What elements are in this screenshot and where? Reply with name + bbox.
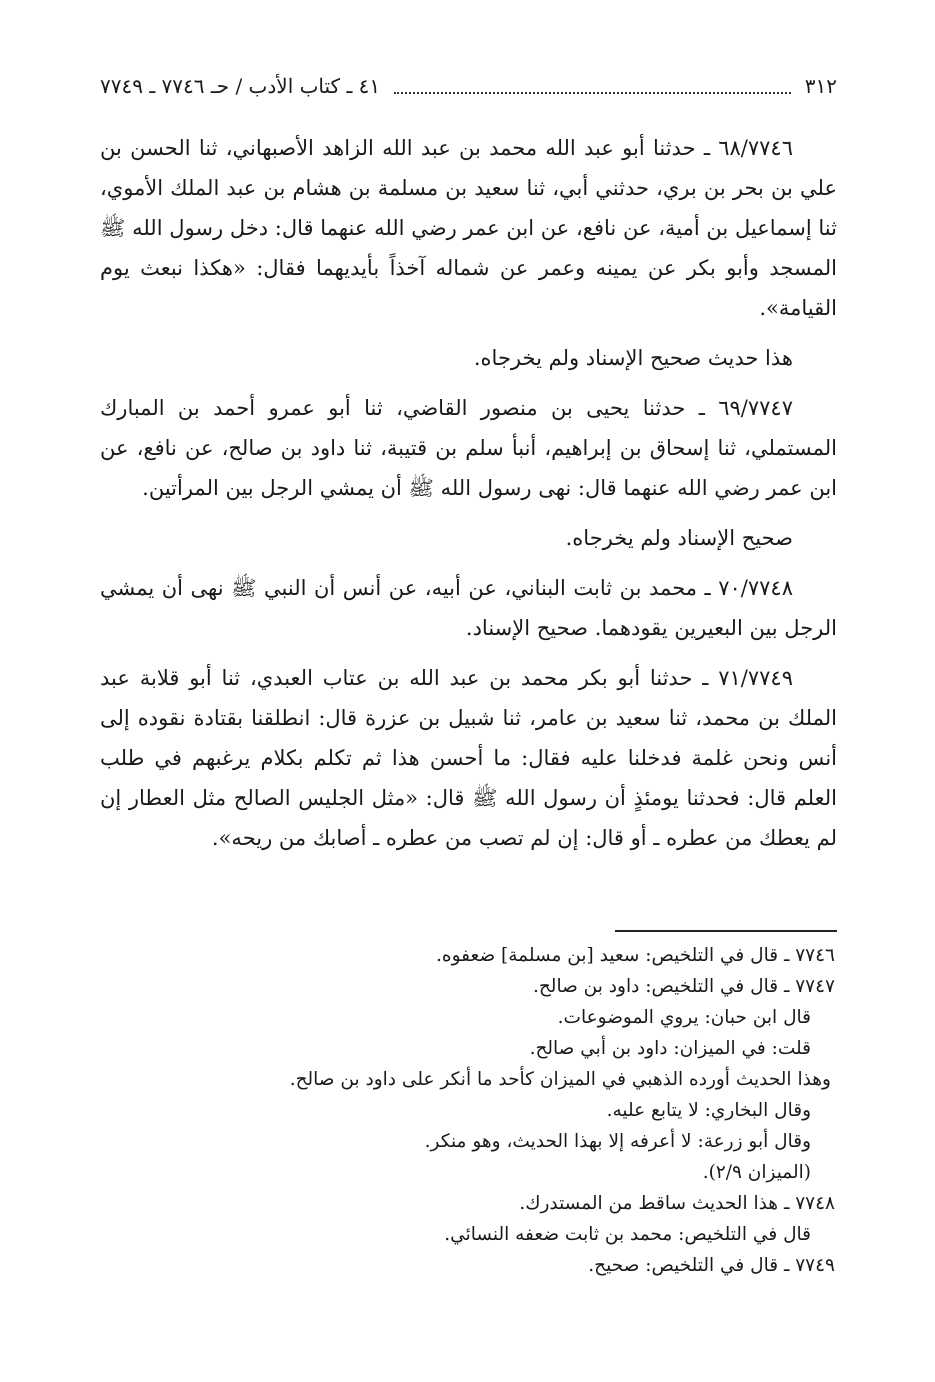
running-header xyxy=(100,72,837,100)
hadith-7747: ٦٩/٧٧٤٧ ـ حدثنا يحيى بن منصور القاضي، ثنا أبو عمرو أحمد بن المبارك المستملي، ثنا إسحاق بن إبراهيم، أنبأ سلم بن قتيبة، ثنا داود بن صالح، عن نافع، عن ابن عمر رضي الله عنهما قال: نهى رسول الله ﷺ أن يمشي الرجل بين المرأتين. xyxy=(100,396,837,500)
hadith-7746: ٦٨/٧٧٤٦ ـ حدثنا أبو عبد الله محمد بن عبد الله الزاهد الأصبهاني، ثنا الحسن بن علي بن بحر بن بري، حدثني أبي، ثنا سعيد بن مسلمة بن هشام بن عبد الملك الأموي، ثنا إسماعيل بن أمية، عن نافع، عن ابن عمر رضي الله عنهما قال: دخل رسول الله ﷺ المسجد وأبو بكر عن يمينه وعمر عن شماله آخذاً بأيديهما فقال: «هكذا نبعث يوم القيامة». xyxy=(100,136,837,320)
footnote-line: وهذا الحديث أورده الذهبي في الميزان كأحد ما أنكر على داود بن صالح. xyxy=(289,1069,831,1090)
footnote-7749: ٧٧٤٩ ـ قال في التلخيص: صحيح. xyxy=(588,1255,835,1276)
footnote-separator xyxy=(615,930,837,932)
hadith-7747-verdict: صحيح الإسناد ولم يخرجاه. xyxy=(565,526,793,550)
page-number: ٣١٢ xyxy=(804,74,837,98)
running-title: ٤١ ـ كتاب الأدب / حـ ٧٧٤٦ ـ ٧٧٤٩ xyxy=(100,74,381,98)
header-dot-leader xyxy=(394,78,791,94)
footnote-line: وقال البخاري: لا يتابع عليه. xyxy=(606,1100,811,1121)
footnote-7748: ٧٧٤٨ ـ هذا الحديث ساقط من المستدرك. xyxy=(519,1193,835,1214)
footnotes xyxy=(100,940,835,1281)
footnote-7746: ٧٧٤٦ ـ قال في التلخيص: سعيد [بن مسلمة] ضعفوه. xyxy=(436,945,835,966)
main-text xyxy=(100,128,837,868)
hadith-7746-verdict: هذا حديث صحيح الإسناد ولم يخرجاه. xyxy=(473,346,793,370)
footnote-line: قال في التلخيص: محمد بن ثابت ضعفه النسائي. xyxy=(444,1224,811,1245)
footnote-line: قلت: في الميزان: داود بن أبي صالح. xyxy=(529,1038,811,1059)
footnote-line: قال ابن حبان: يروي الموضوعات. xyxy=(557,1007,811,1028)
hadith-7748: ٧٠/٧٧٤٨ ـ محمد بن ثابت البناني، عن أبيه، عن أنس أن النبي ﷺ نهى أن يمشي الرجل بين البعيرين يقودهما. صحيح الإسناد. xyxy=(100,576,837,640)
footnote-line: وقال أبو زرعة: لا أعرفه إلا بهذا الحديث، وهو منكر. xyxy=(424,1131,811,1152)
footnote-line: (الميزان ٢/٩). xyxy=(702,1162,811,1183)
hadith-7749: ٧١/٧٧٤٩ ـ حدثنا أبو بكر محمد بن عبد الله بن عتاب العبدي، ثنا أبو قلابة عبد الملك بن محمد، ثنا سعيد بن عامر، ثنا شبيل بن عزرة قال: انطلقنا بقتادة نقوده إلى أنس ونحن غلمة فدخلنا عليه فقال: ما أحسن هذا ثم تكلم بكلام يرغبهم في طلب العلم قال: فحدثنا يومئذٍ أن رسول الله ﷺ قال: «مثل الجليس الصالح مثل العطار إن لم يعطك من عطره ـ أو قال: إن لم تصب من عطره ـ أصابك من ريحه». xyxy=(100,666,837,850)
footnote-7747: ٧٧٤٧ ـ قال في التلخيص: داود بن صالح. xyxy=(532,976,835,997)
